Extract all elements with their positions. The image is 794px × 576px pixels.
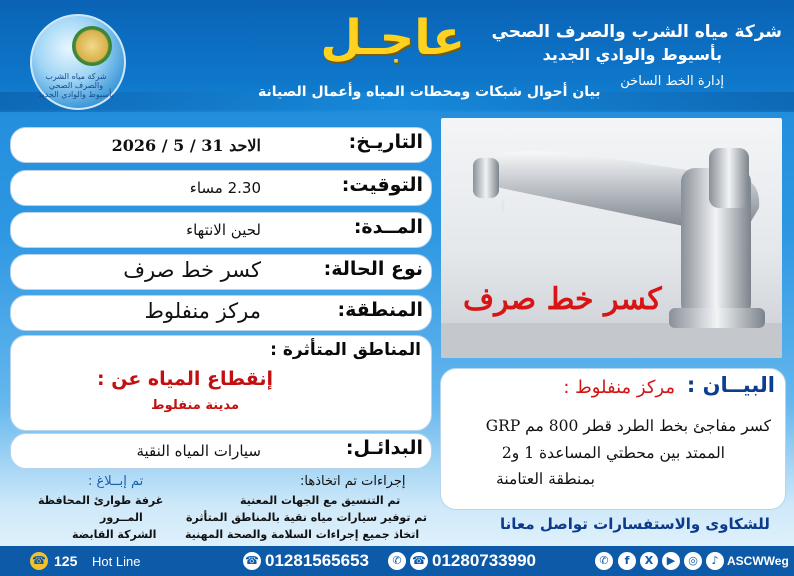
youtube-icon[interactable]: ▶ xyxy=(662,552,680,570)
procedure-item: اتخاذ جميع إجراءات السلامة والصحة المهنية xyxy=(185,528,420,541)
social-handle[interactable]: ASCWWeg xyxy=(727,554,789,568)
status-type-field xyxy=(10,254,432,290)
hotline-label: Hot Line xyxy=(92,554,141,569)
duration-value: لحين الانتهاء xyxy=(186,221,261,239)
status-type-value: كسر خط صرف xyxy=(123,258,261,282)
statement-line: بمنطقة العتامنة xyxy=(496,470,595,488)
complaints-text: للشكاوى والاستفسارات تواصل معانا xyxy=(500,515,770,533)
photo-caption: كسر خط صرف xyxy=(463,282,662,317)
whatsapp-icon: ✆ xyxy=(388,552,406,570)
bulletin-subtitle: بيان أحوال شبكات ومحطات المياه وأعمال الصيانة xyxy=(258,84,601,100)
statement-label: البيــان : xyxy=(686,373,775,397)
company-logo xyxy=(30,14,126,110)
date-label: التاريـخ: xyxy=(348,131,423,153)
hotline-number[interactable]: 125 xyxy=(54,553,78,569)
area-label: المنطقة: xyxy=(337,299,423,321)
procedure-item: تم توفير سيارات مياه نقية بالمناطق المتأثرة xyxy=(186,511,428,524)
duration-label: المــدة: xyxy=(353,216,423,238)
procedures-title: إجراءات تم اتخاذها: xyxy=(300,474,406,489)
alternatives-field xyxy=(10,433,432,469)
whatsapp-icon[interactable]: ✆ xyxy=(595,552,613,570)
phone-icon: ☎ xyxy=(243,552,261,570)
hotline-icon: ☎ xyxy=(30,552,48,570)
affected-areas-box xyxy=(10,335,432,431)
statement-line: الممتد بين محطتي المساعدة 1 و2 xyxy=(501,444,725,462)
procedure-item: تم التنسيق مع الجهات المعنية xyxy=(240,494,401,507)
notified-title: تم إبــلاغ : xyxy=(88,474,144,489)
water-cut-text: إنقطاع المياه عن : xyxy=(97,368,273,390)
duration-field xyxy=(10,212,432,248)
statement-line: كسر مفاجئ بخط الطرد قطر 800 مم GRP xyxy=(485,417,771,435)
header-banner xyxy=(0,0,794,110)
department-name: إدارة الخط الساخن xyxy=(620,74,724,89)
logo-emblem-icon xyxy=(72,26,112,66)
logo-text: شركة مياه الشرب والصرف الصحي بأسيوط والوادي الجديد xyxy=(38,72,114,99)
phone-number-1[interactable]: 01280733990 xyxy=(432,551,537,570)
twitter-icon[interactable]: X xyxy=(640,552,658,570)
company-name-line2: بأسيوط والوادي الجديد xyxy=(542,45,722,64)
company-name-line1: شركة مياه الشرب والصرف الصحي xyxy=(491,22,782,42)
urgent-title: عاجـل xyxy=(320,10,465,66)
phone-number-2[interactable]: 01281565653 xyxy=(265,551,370,570)
area-field xyxy=(10,295,432,331)
affected-city: مدينة منفلوط xyxy=(151,398,239,413)
date-field xyxy=(10,127,432,163)
statement-center: مركز منفلوط : xyxy=(563,377,675,398)
alternatives-value: سيارات المياه النقية xyxy=(136,442,261,460)
faucet-icon xyxy=(441,118,782,358)
phone-icon: ☎ xyxy=(410,552,428,570)
time-field xyxy=(10,170,432,206)
faucet-photo xyxy=(441,118,782,358)
status-type-label: نوع الحالة: xyxy=(323,258,423,280)
area-value: مركز منفلوط xyxy=(144,299,261,323)
time-label: التوقيت: xyxy=(341,174,423,196)
alternatives-label: البدائـل: xyxy=(345,437,423,459)
instagram-icon[interactable]: ◎ xyxy=(684,552,702,570)
notified-item: الشركة القابضة xyxy=(72,528,157,541)
affected-areas-label: المناطق المتأثرة : xyxy=(270,340,421,360)
notified-item: غرفة طوارئ المحافظة xyxy=(38,494,164,507)
tiktok-icon[interactable]: ♪ xyxy=(706,552,724,570)
statement-box xyxy=(440,368,786,510)
time-value: 2.30 مساء xyxy=(189,179,261,197)
facebook-icon[interactable]: f xyxy=(618,552,636,570)
notified-item: المــرور xyxy=(100,511,143,524)
date-value: الاحد 31 / 5 / 2026 xyxy=(111,136,261,155)
footer-bar xyxy=(0,546,794,576)
